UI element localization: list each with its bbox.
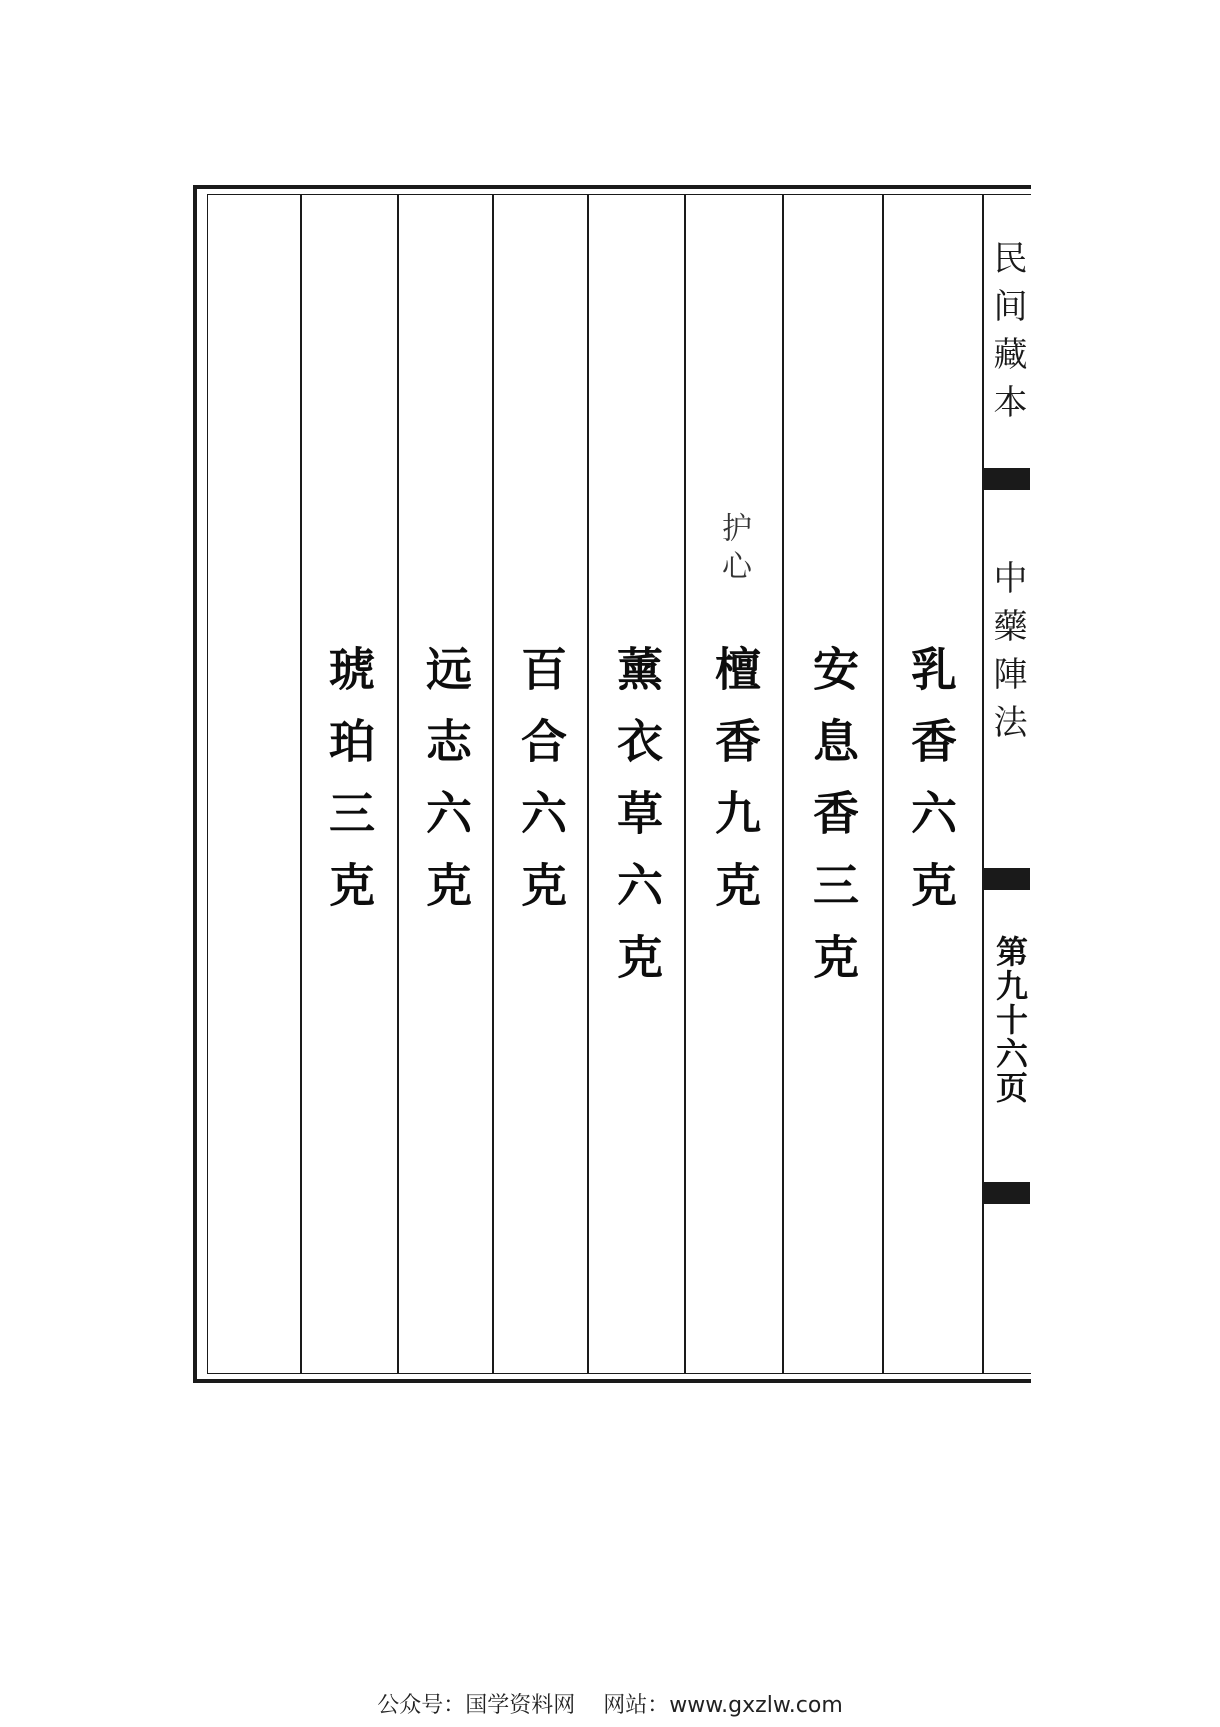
book-title: 中藥陣法 — [987, 560, 1027, 752]
fishtail-mark-top — [984, 468, 1030, 490]
column-text-4: 薰衣草六克 — [610, 645, 664, 1005]
column-rule — [492, 194, 494, 1374]
column-rule — [882, 194, 884, 1374]
column-text-5: 百合六克 — [514, 645, 568, 933]
fishtail-mark-middle — [984, 868, 1030, 890]
column-text-1: 乳香六克 — [904, 645, 958, 933]
column-rule — [300, 194, 302, 1374]
collection-title: 民间藏本 — [987, 240, 1027, 432]
column-rule — [397, 194, 399, 1374]
column-text-2: 安息香三克 — [806, 645, 860, 1005]
column-text-7: 琥珀三克 — [322, 645, 376, 933]
column-text-6: 远志六克 — [419, 645, 473, 933]
column-text-3: 檀香九克 — [708, 645, 762, 933]
column-rule — [587, 194, 589, 1374]
fishtail-mark-bottom — [984, 1182, 1030, 1204]
column-rule — [782, 194, 784, 1374]
page-number: 第九十六页 — [991, 935, 1029, 1105]
annotation-note: 护心 — [716, 512, 751, 588]
footer-watermark — [0, 1688, 1220, 1719]
footer-site: 网站：www.gxzlw.com — [603, 1693, 843, 1718]
footer-account: 公众号：国学资料网 — [377, 1693, 576, 1718]
column-rule — [684, 194, 686, 1374]
